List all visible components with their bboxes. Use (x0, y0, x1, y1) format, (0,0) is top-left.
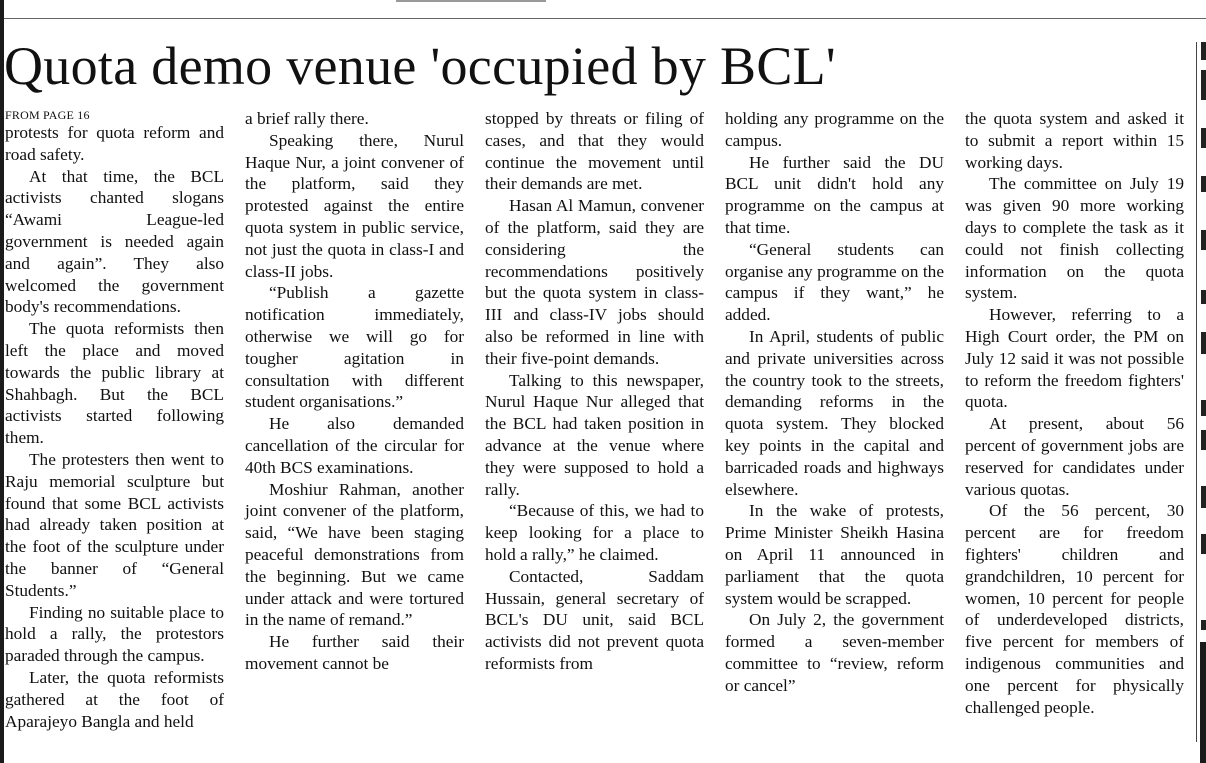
continuation-kicker: FROM PAGE 16 (5, 108, 90, 122)
column-paragraph: protests for quota reform and road safety. (5, 123, 224, 164)
column-paragraph: In April, students of public and private universities across the country took to the streets, demanding reforms in the quota system. They blocked key points in the capital and barricaded roads and highways elsewhere. (725, 326, 944, 499)
article-column-5 (965, 108, 1184, 718)
column-paragraph: “Because of this, we had to keep looking for a place to hold a rally,” he claimed. (485, 501, 704, 564)
column-paragraph: The quota reformists then left the place and moved towards the public library at Shahbagh. But the BCL activists started following them. (5, 319, 224, 448)
article-column-4 (725, 108, 944, 697)
page-left-edge (0, 0, 4, 763)
column-paragraph: He also demanded cancellation of the circular for 40th BCS examinations. (245, 414, 464, 477)
column-paragraph: He further said the DU BCL unit didn't hold any programme on the campus at that time. (725, 152, 944, 237)
top-rule-mark (396, 0, 546, 2)
column-paragraph: Talking to this newspaper, Nurul Haque Nur alleged that the BCL had taken position in advance at the venue where they were supposed to hold a rally. (485, 370, 704, 499)
column-paragraph: a brief rally there. (245, 109, 369, 128)
column-paragraph: the quota system and asked it to submit a report within 15 working days. (965, 109, 1184, 172)
article-column-3 (485, 108, 704, 675)
column-paragraph: “General students can organise any programme on the campus if they want,” he added. (725, 239, 944, 325)
column-paragraph: At present, about 56 percent of government jobs are reserved for candidates under various quotas. (965, 414, 1184, 499)
column-paragraph: Speaking there, Nurul Haque Nur, a joint convener of the platform, said they protested against the entire quota system in public service, not just the quota in class-I and class-II jobs. (245, 130, 464, 281)
column-divider-right (1196, 42, 1197, 742)
column-paragraph: holding any programme on the campus. (725, 109, 944, 150)
column-paragraph: “Publish a gazette notification immediately, otherwise we will go for tougher agitation in consultation with different student organisations.” (245, 283, 464, 412)
column-paragraph: stopped by threats or filing of cases, and that they would continue the movement until their demands are met. (485, 109, 704, 194)
column-paragraph: Contacted, Saddam Hussain, general secretary of BCL's DU unit, said BCL activists did not prevent quota reformists from (485, 566, 704, 673)
column-paragraph: He further said their movement cannot be (245, 632, 464, 673)
column-paragraph: Hasan Al Mamun, convener of the platform, said they are considering the recommendations positively but the quota system in class-III and class-IV jobs should also be reformed in line with their five-point demands. (485, 196, 704, 368)
column-paragraph: At that time, the BCL activists chanted slogans “Awami League-led government is needed again and again”. They also welcomed the government body's recommendations. (5, 166, 224, 317)
column-paragraph: The protesters then went to Raju memorial sculpture but found that some BCL activists had already taken position at the foot of the sculpture under the banner of “General Students.” (5, 449, 224, 600)
column-paragraph: On July 2, the government formed a seven-member committee to “review, reform or cancel” (725, 610, 944, 695)
column-paragraph: Later, the quota reformists gathered at the foot of Aparajeyo Bangla and held (5, 667, 224, 731)
column-paragraph: Moshiur Rahman, another joint convener of the platform, said, “We have been staging peaceful demonstrations from the beginning. But we came under attack and were tortured in the name of remand.” (245, 479, 464, 630)
column-paragraph: Finding no suitable place to hold a rally, the protestors paraded through the campus. (5, 602, 224, 666)
column-paragraph: However, referring to a High Court order, the PM on July 12 said it was not possible to reform the freedom fighters' quota. (965, 305, 1184, 412)
top-rule (4, 18, 1206, 19)
column-paragraph: In the wake of protests, Prime Minister Sheikh Hasina on April 11 announced in parliament that the quota system would be scrapped. (725, 501, 944, 608)
column-paragraph: Of the 56 percent, 30 percent are for freedom fighters' children and grandchildren, 10 percent for women, 10 percent for people of underdeveloped districts, five percent for members of indigenous communities and one percent for physically challenged people. (965, 501, 1184, 717)
headline: Quota demo venue 'occupied by BCL' (4, 36, 836, 96)
column-paragraph: The committee on July 19 was given 90 more working days to complete the task as it could not finish collecting information on the quota system. (965, 174, 1184, 303)
adjacent-page-block (1200, 642, 1206, 763)
article-column-1 (5, 108, 224, 732)
article-column-2 (245, 108, 464, 675)
